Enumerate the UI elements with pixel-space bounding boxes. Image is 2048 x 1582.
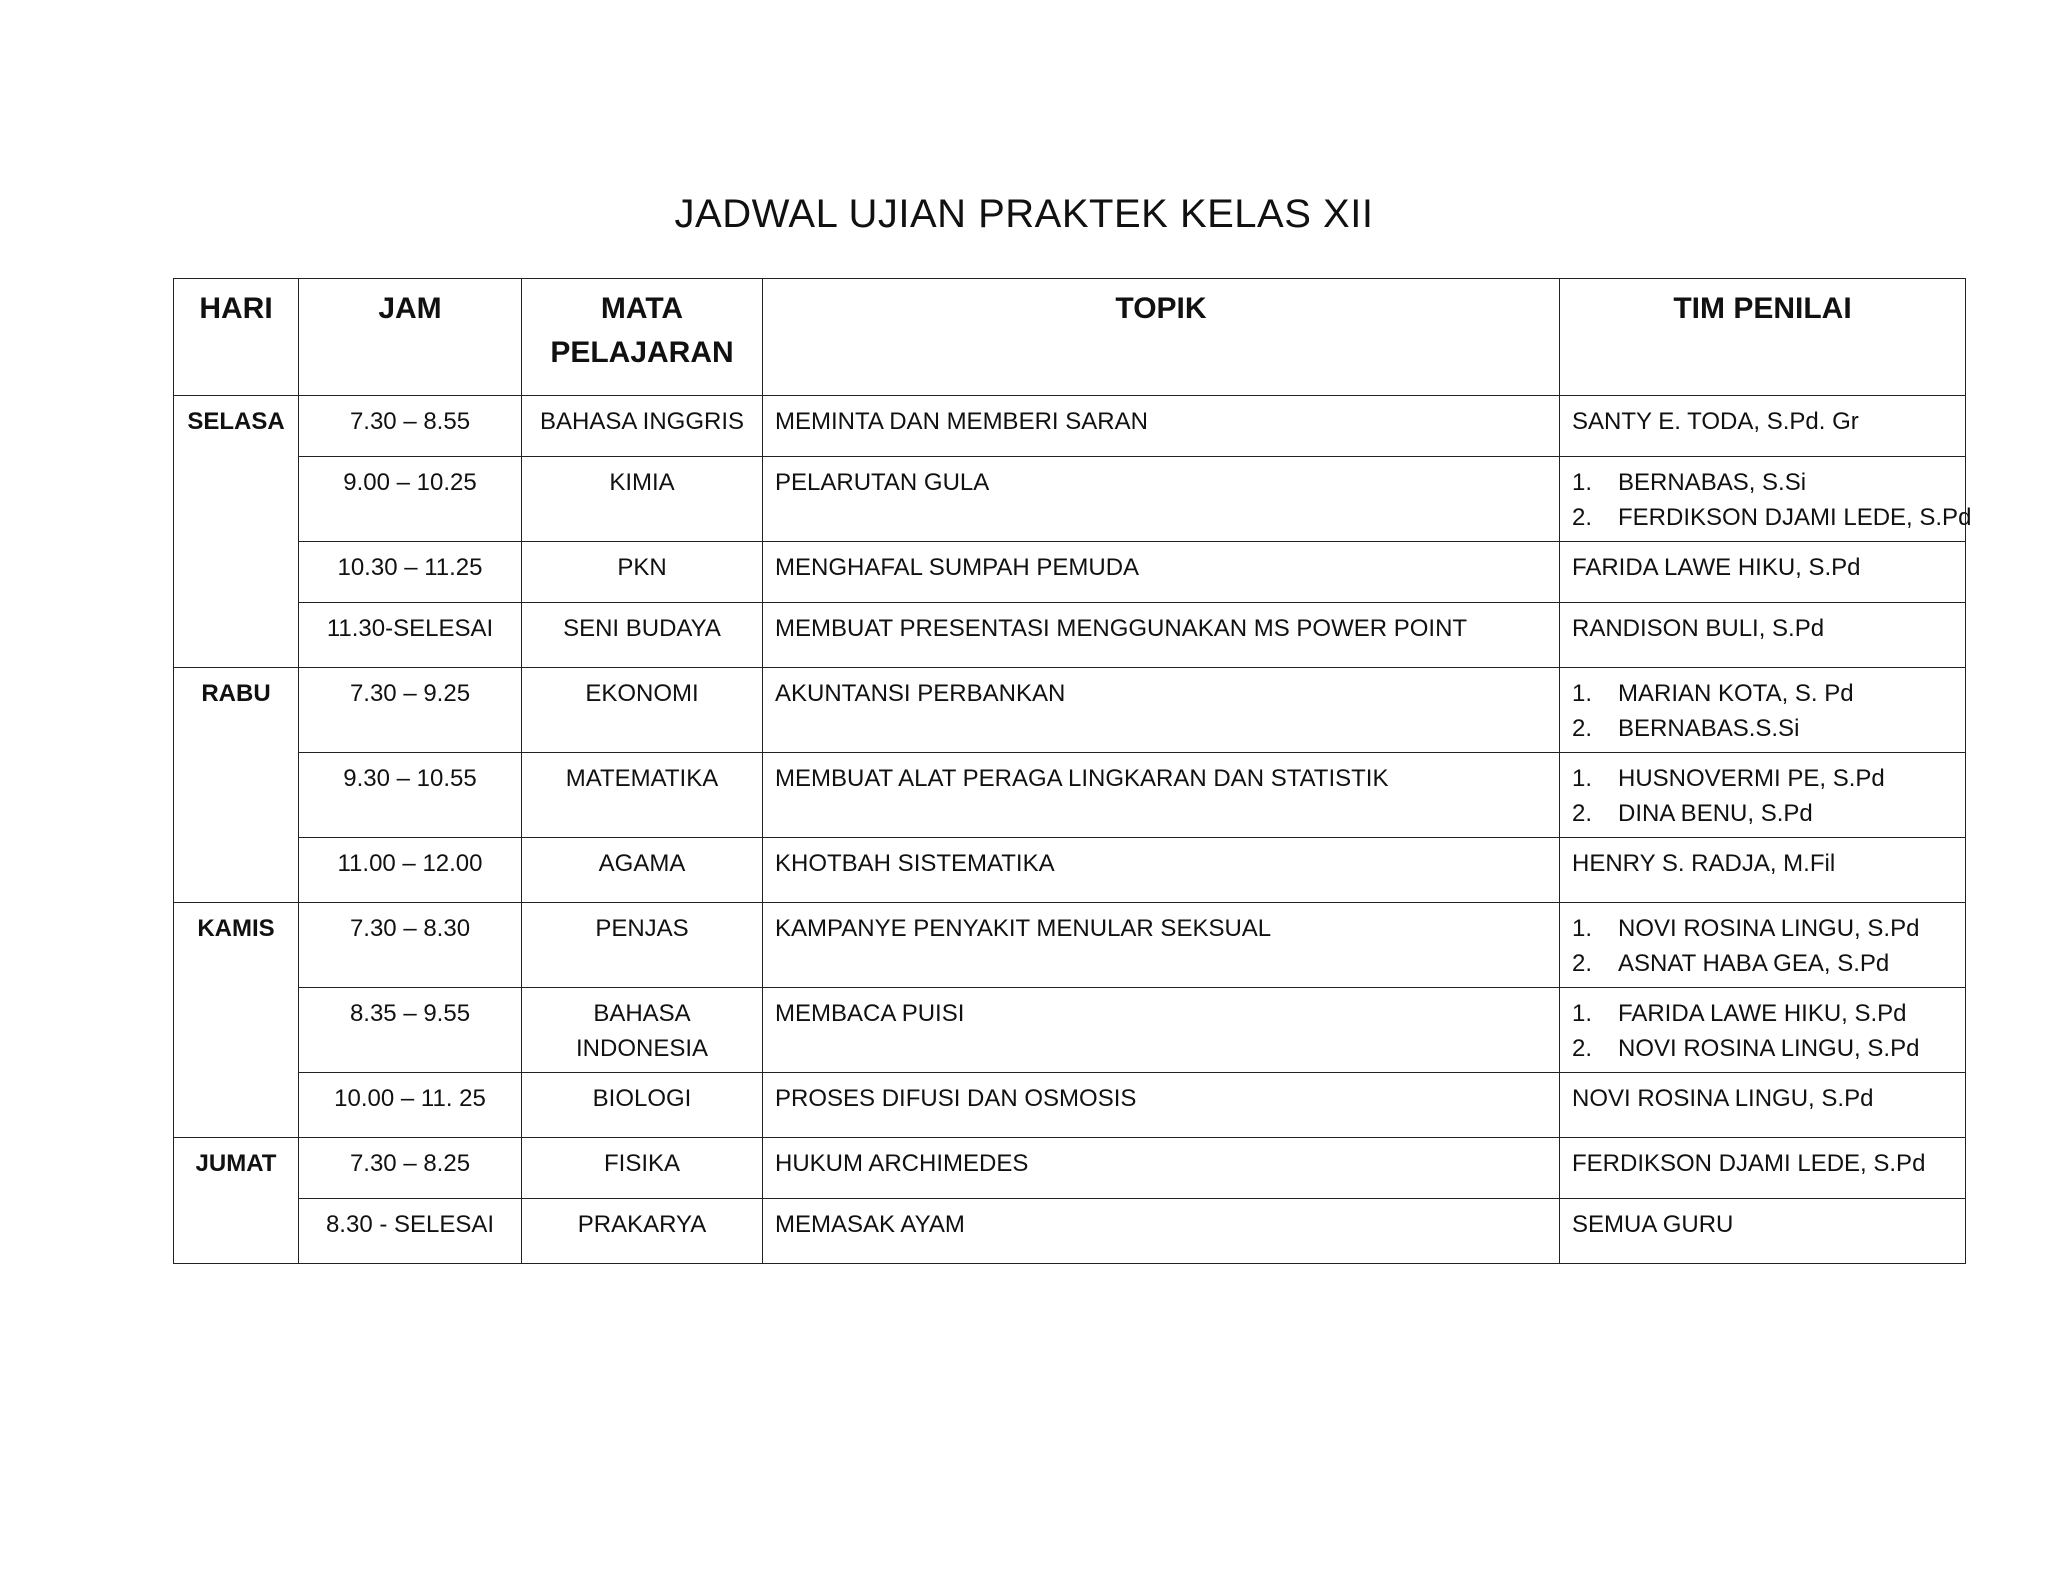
cell-mata-pelajaran: SENI BUDAYA (522, 603, 763, 668)
cell-tim-penilai (1560, 838, 1966, 903)
page-title: JADWAL UJIAN PRAKTEK KELAS XII (674, 192, 1374, 236)
table-row (174, 903, 1966, 988)
tim-penilai-item (1572, 465, 1953, 500)
cell-mata-pelajaran: PENJAS (522, 903, 763, 988)
cell-topik: KHOTBAH SISTEMATIKA (763, 838, 1560, 903)
cell-topik: MEMASAK AYAM (763, 1199, 1560, 1264)
cell-tim-penilai (1560, 1073, 1966, 1138)
tim-penilai-name: BERNABAS, S.Si (1618, 469, 1807, 496)
list-number: 2. (1572, 950, 1593, 977)
cell-jam: 9.00 – 10.25 (299, 457, 522, 542)
list-number: 1. (1572, 469, 1593, 496)
cell-mata-pelajaran: BAHASA INGGRIS (522, 396, 763, 457)
tim-penilai-name: MARIAN KOTA, S. Pd (1618, 680, 1854, 707)
tim-penilai-item (1572, 996, 1953, 1031)
cell-tim-penilai (1560, 396, 1966, 457)
tim-penilai-name: NOVI ROSINA LINGU, S.Pd (1572, 1085, 1874, 1112)
table-row (174, 542, 1966, 603)
tim-penilai-name: ASNAT HABA GEA, S.Pd (1618, 950, 1890, 977)
cell-jam: 7.30 – 8.25 (299, 1138, 522, 1199)
cell-topik: MEMBUAT PRESENTASI MENGGUNAKAN MS POWER POINT (763, 603, 1560, 668)
cell-mata-pelajaran: EKONOMI (522, 668, 763, 753)
cell-jam: 7.30 – 8.30 (299, 903, 522, 988)
tim-penilai-item (1572, 796, 1953, 831)
list-number: 2. (1572, 715, 1593, 742)
cell-jam: 11.00 – 12.00 (299, 838, 522, 903)
tim-penilai-list (1572, 465, 1972, 535)
tim-penilai-name: SEMUA GURU (1572, 1211, 1734, 1238)
tim-penilai-item (1572, 911, 1953, 946)
tim-penilai-name: HENRY S. RADJA, M.Fil (1572, 850, 1836, 877)
cell-mata-pelajaran: PRAKARYA (522, 1199, 763, 1264)
cell-mata-pelajaran: BAHASA INDONESIA (522, 988, 763, 1073)
table-row (174, 753, 1966, 838)
header-hari: HARI (174, 279, 299, 396)
cell-jam: 7.30 – 8.55 (299, 396, 522, 457)
header-jam: JAM (299, 279, 522, 396)
table-row (174, 1199, 1966, 1264)
tim-penilai-name: FERDIKSON DJAMI LEDE, S.Pd (1618, 504, 1972, 531)
cell-mata-pelajaran: PKN (522, 542, 763, 603)
tim-penilai-name: FARIDA LAWE HIKU, S.Pd (1572, 554, 1861, 581)
tim-penilai-list (1572, 676, 1953, 746)
cell-hari: JUMAT (174, 1138, 299, 1264)
tim-penilai-name: BERNABAS.S.Si (1618, 715, 1800, 742)
list-number: 2. (1572, 504, 1593, 531)
cell-jam: 11.30-SELESAI (299, 603, 522, 668)
header-topik: TOPIK (763, 279, 1560, 396)
cell-hari: SELASA (174, 396, 299, 668)
table-row (174, 1073, 1966, 1138)
cell-tim-penilai (1560, 988, 1966, 1073)
table-row (174, 988, 1966, 1073)
table-header-row (174, 279, 1966, 396)
cell-mata-pelajaran: AGAMA (522, 838, 763, 903)
tim-penilai-name: NOVI ROSINA LINGU, S.Pd (1618, 1035, 1920, 1062)
cell-jam: 9.30 – 10.55 (299, 753, 522, 838)
cell-topik: PROSES DIFUSI DAN OSMOSIS (763, 1073, 1560, 1138)
cell-hari: KAMIS (174, 903, 299, 1138)
tim-penilai-name: SANTY E. TODA, S.Pd. Gr (1572, 408, 1859, 435)
cell-tim-penilai (1560, 542, 1966, 603)
cell-tim-penilai (1560, 1138, 1966, 1199)
cell-topik: AKUNTANSI PERBANKAN (763, 668, 1560, 753)
table-row (174, 603, 1966, 668)
cell-jam: 8.30 - SELESAI (299, 1199, 522, 1264)
cell-jam: 10.30 – 11.25 (299, 542, 522, 603)
cell-tim-penilai (1560, 668, 1966, 753)
table-row (174, 838, 1966, 903)
tim-penilai-item (1572, 761, 1953, 796)
cell-mata-pelajaran: BIOLOGI (522, 1073, 763, 1138)
schedule-table (173, 278, 1972, 1264)
cell-topik: PELARUTAN GULA (763, 457, 1560, 542)
cell-topik: MEMBACA PUISI (763, 988, 1560, 1073)
cell-mata-pelajaran: FISIKA (522, 1138, 763, 1199)
schedule-body (174, 396, 1972, 1264)
cell-tim-penilai (1560, 903, 1966, 988)
tim-penilai-item (1572, 500, 1972, 535)
list-number: 1. (1572, 1000, 1593, 1027)
cell-topik: HUKUM ARCHIMEDES (763, 1138, 1560, 1199)
tim-penilai-list (1572, 911, 1953, 981)
tim-penilai-name: HUSNOVERMI PE, S.Pd (1618, 765, 1885, 792)
tim-penilai-list (1572, 761, 1953, 831)
cell-mata-pelajaran: MATEMATIKA (522, 753, 763, 838)
tim-penilai-name: FARIDA LAWE HIKU, S.Pd (1618, 1000, 1907, 1027)
tim-penilai-name: FERDIKSON DJAMI LEDE, S.Pd (1572, 1150, 1926, 1177)
table-row (174, 457, 1966, 542)
cell-topik: MEMINTA DAN MEMBERI SARAN (763, 396, 1560, 457)
cell-jam: 8.35 – 9.55 (299, 988, 522, 1073)
cell-topik: MEMBUAT ALAT PERAGA LINGKARAN DAN STATISTIK (763, 753, 1560, 838)
cell-topik: KAMPANYE PENYAKIT MENULAR SEKSUAL (763, 903, 1560, 988)
cell-tim-penilai (1560, 1199, 1966, 1264)
cell-tim-penilai (1560, 753, 1966, 838)
tim-penilai-item (1572, 1031, 1953, 1066)
tim-penilai-name: DINA BENU, S.Pd (1618, 800, 1813, 827)
table-row (174, 396, 1966, 457)
cell-hari: RABU (174, 668, 299, 903)
tim-penilai-name: NOVI ROSINA LINGU, S.Pd (1618, 915, 1920, 942)
tim-penilai-name: RANDISON BULI, S.Pd (1572, 615, 1825, 642)
header-tim-penilai: TIM PENILAI (1560, 279, 1966, 396)
list-number: 1. (1572, 680, 1593, 707)
table-row (174, 1138, 1966, 1199)
tim-penilai-list (1572, 996, 1953, 1066)
cell-topik: MENGHAFAL SUMPAH PEMUDA (763, 542, 1560, 603)
tim-penilai-item (1572, 946, 1953, 981)
cell-tim-penilai (1560, 457, 1972, 542)
cell-mata-pelajaran: KIMIA (522, 457, 763, 542)
list-number: 2. (1572, 800, 1593, 827)
tim-penilai-item (1572, 676, 1953, 711)
table-row (174, 668, 1966, 753)
cell-tim-penilai (1560, 603, 1966, 668)
list-number: 2. (1572, 1035, 1593, 1062)
tim-penilai-item (1572, 711, 1953, 746)
cell-jam: 7.30 – 9.25 (299, 668, 522, 753)
cell-jam: 10.00 – 11. 25 (299, 1073, 522, 1138)
header-mata-pelajaran: MATA PELAJARAN (522, 279, 763, 396)
list-number: 1. (1572, 765, 1593, 792)
list-number: 1. (1572, 915, 1593, 942)
